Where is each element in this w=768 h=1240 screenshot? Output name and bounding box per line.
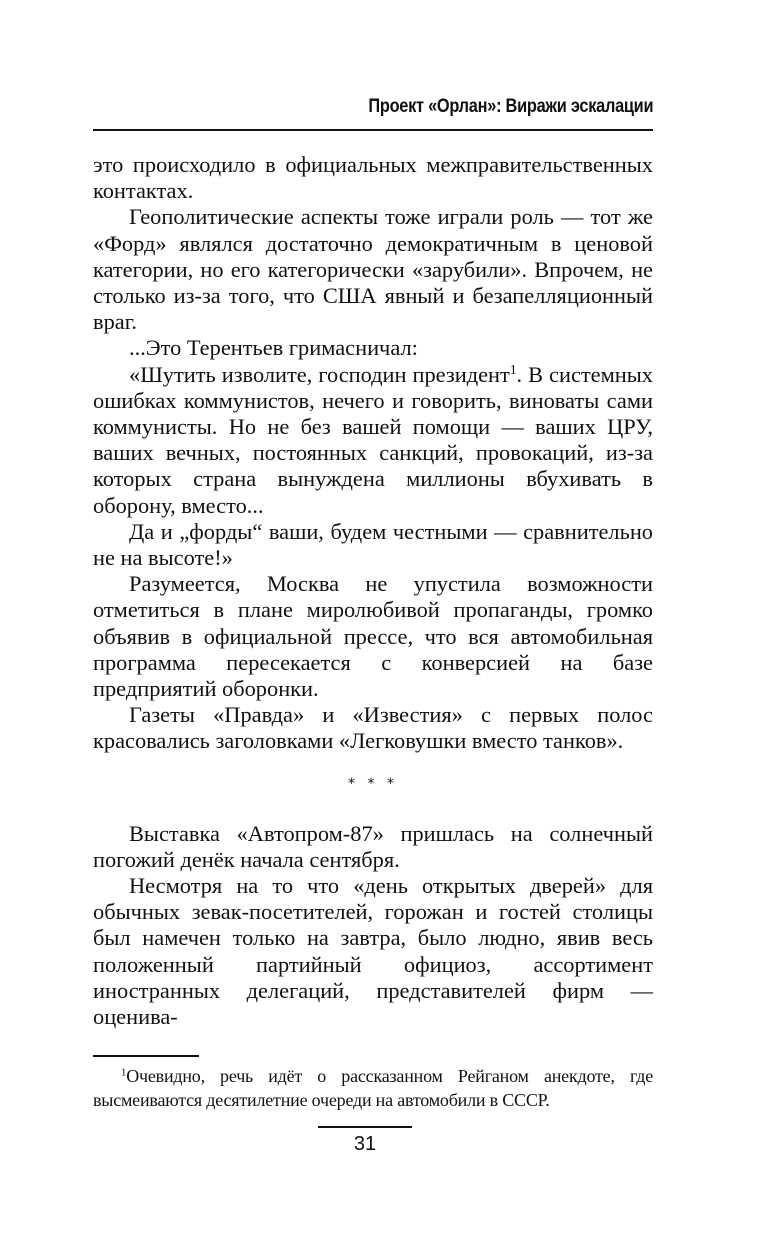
paragraph: Газеты «Правда» и «Известия» с первых полос красовались заголовками «Легковушки вместо танков». [93,702,653,754]
book-page [93,0,653,1240]
section-break: * * * [348,775,398,792]
paragraph: это происходило в официальных межправительственных контактах. [93,152,653,204]
paragraph: Геополитические аспекты тоже играли роль — тот же «Форд» являлся достаточно демократичным в ценовой категории, но его категорически «зарубили». Впрочем, не столько из-за того, что США явный и безапелляционный враг. [93,204,653,335]
page-number-rule [318,1126,412,1128]
body-text [93,152,653,1030]
paragraph: Да и „форды“ ваши, будем честными — сравнительно не на высоте!» [93,518,653,571]
header-rule [93,129,653,131]
footnote-marker: 1 [121,1066,127,1079]
paragraph: Разумеется, Москва не упустила возможности отметиться в плане миролюбивой пропаганды, громко объявив в официальной прессе, что вся автомобильная программа пересекается с конверсией на базе предприятий оборонки. [93,571,653,702]
paragraph: Несмотря на то что «день открытых дверей» для обычных зевак-посетителей, горожан и гостей столицы был намечен только на завтра, было людно, явив весь положенный партийный официоз, ассортимент иностранных делегаций, представителей фирм — оценива- [93,873,653,1030]
footnote [93,1064,653,1112]
running-head: Проект «Орлан»: Виражи эскалации [368,96,653,117]
footnote-paragraph [93,1064,653,1112]
page-number: 31 [353,1133,377,1155]
paragraph-text: . В системных ошибках коммунистов, нечего и говорить, виноваты сами коммунисты. Но не без вашей помощи — ваших ЦРУ, ваших вечных, постоянных санкций, провокаций, из-за которых страна вынуждена миллионы вбухивать в оборону, вместо... [93,361,654,518]
footnote-rule [93,1055,199,1057]
footnote-text: Очевидно, речь идёт о рассказанном Рейганом анекдоте, где высмеиваются десятилетние очереди на автомобили в СССР. [93,1066,653,1110]
paragraph-with-footnote-ref [93,362,653,519]
paragraph: ...Это Терентьев гримасничал: [129,335,418,361]
footnote-reference: 1 [509,361,517,377]
paragraph: Выставка «Автопром-87» пришлась на солнечный погожий денёк начала сентября. [93,820,653,872]
paragraph-text: «Шутить изволите, господин президент [129,361,510,387]
